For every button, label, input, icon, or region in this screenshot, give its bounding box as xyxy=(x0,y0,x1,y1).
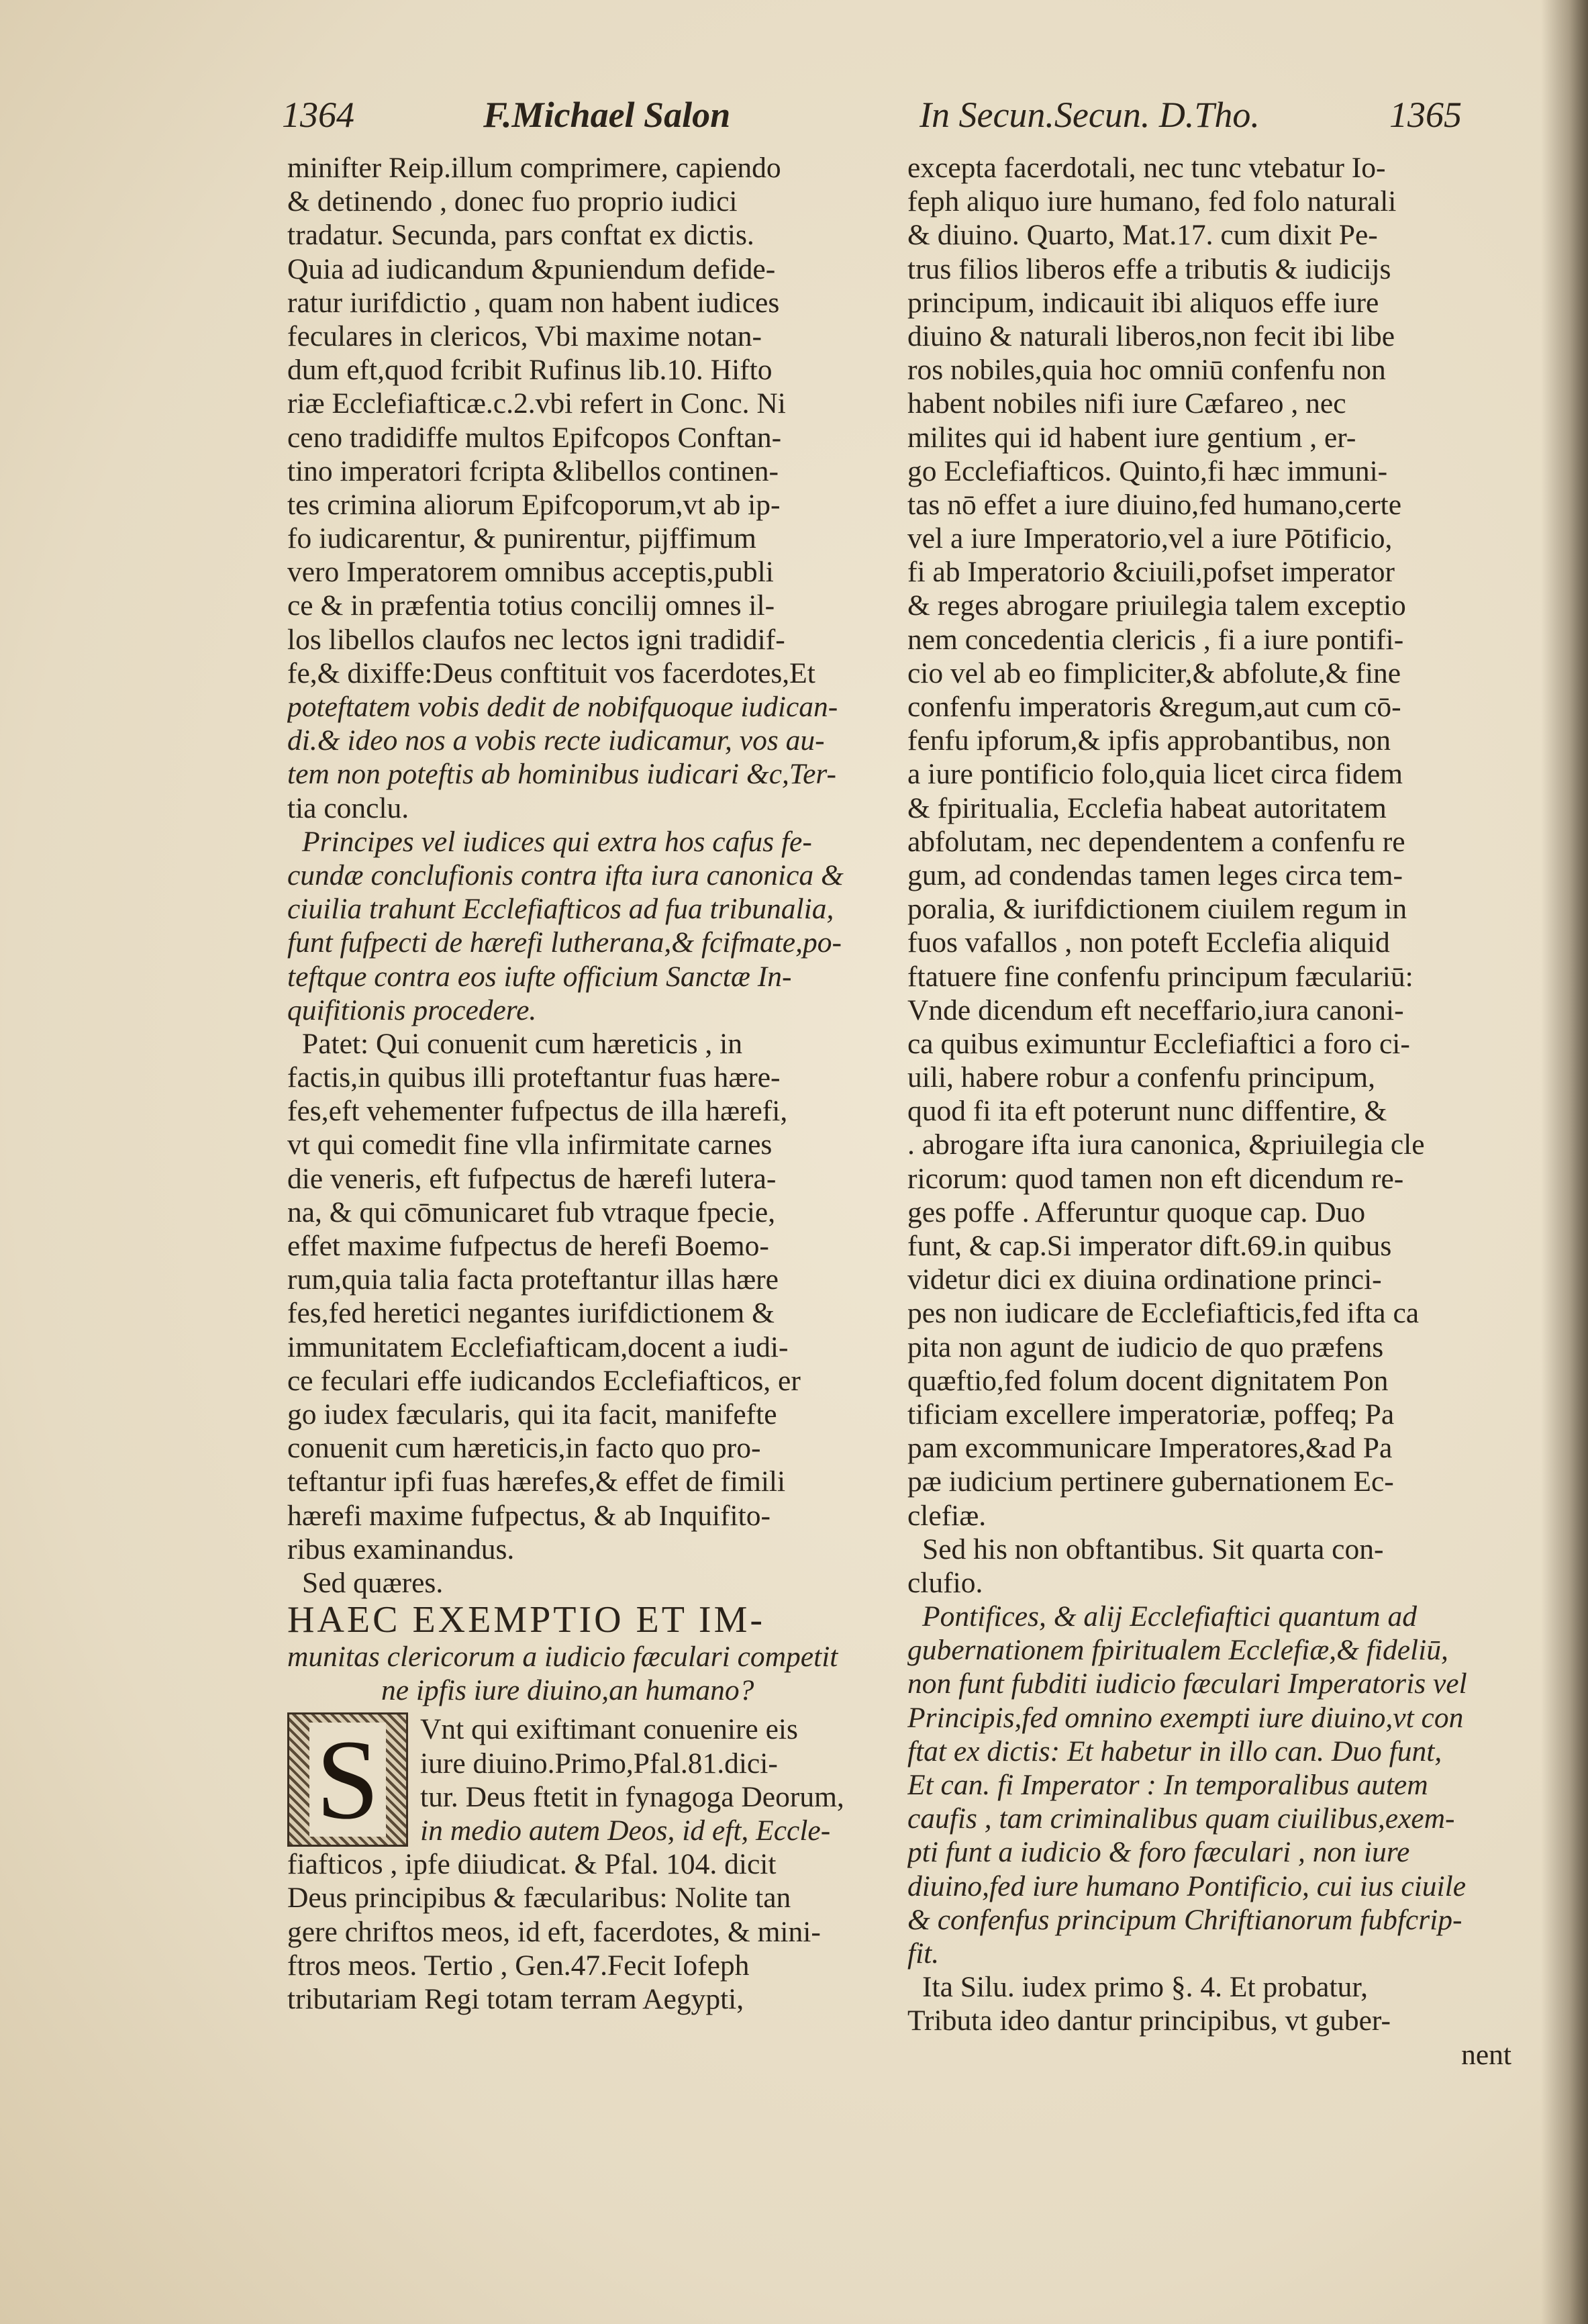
right-running-head: In Secun.Secun. D.Tho. xyxy=(920,95,1260,135)
text-line: quod fi ita eft poterunt nunc diffentire, & xyxy=(907,1095,1387,1128)
catchword: nent xyxy=(1461,2038,1511,2071)
left-page-number: 1364 xyxy=(282,95,354,135)
text-line: diuino & naturali liberos,non fecit ibi libe xyxy=(907,320,1395,352)
text-line: habent nobiles nifi iure Cæfareo , nec xyxy=(907,387,1346,420)
text-line: rum,quia talia facta proteftantur illas hære xyxy=(287,1263,779,1296)
text-line: & detinendo , donec fuo proprio iudici xyxy=(287,185,738,218)
text-line: Quia ad iudicandum &puniendum defide- xyxy=(287,252,776,285)
section-heading-block xyxy=(287,1600,891,1707)
text-line: hærefi maxime fufpectus, & ab Inquifito- xyxy=(287,1499,771,1532)
text-line: ges poffe . Afferuntur quoque cap. Duo xyxy=(907,1196,1366,1228)
text-line: fi ab Imperatorio &ciuili,pofset imperator xyxy=(907,556,1395,589)
text-line: milites qui id habent iure gentium , er- xyxy=(907,421,1356,454)
text-line: pam excommunicare Imperatores,&ad Pa xyxy=(907,1432,1393,1465)
text-line: riæ Ecclefiafticæ.c.2.vbi refert in Conc. Ni xyxy=(287,387,786,420)
text-line: go Ecclefiafticos. Quinto,fi hæc immuni- xyxy=(907,454,1388,487)
text-line: pti funt a iudicio & foro fæculari , non iure xyxy=(907,1836,1410,1869)
text-line: gum, ad condendas tamen leges circa tem- xyxy=(907,859,1403,891)
right-text-column xyxy=(907,151,1511,2072)
text-line: ce & in præfentia totius concilij omnes il- xyxy=(287,589,775,622)
text-line: . abrogare ifta iura canonica, &priuilegia cle xyxy=(907,1128,1425,1161)
section-subheading-line: ne ipfis iure diuino,an humano? xyxy=(381,1674,754,1707)
text-line: nem concedentia clericis , fi a iure pontifi- xyxy=(907,623,1404,656)
text-line: & diuino. Quarto, Mat.17. cum dixit Pe- xyxy=(907,219,1378,252)
section-heading: HAEC EXEMPTIO ET IM- xyxy=(287,1600,766,1641)
text-line: cio vel ab eo fimpliciter,& abfolute,& fine xyxy=(907,657,1401,689)
text-line: effet maxime fufpectus de herefi Boemo- xyxy=(287,1230,769,1262)
text-line: poteftatem vobis dedit de nobifquoque iudican- xyxy=(287,691,838,723)
text-line: ceno tradidiffe multos Epifcopos Conftan- xyxy=(287,421,782,454)
text-line: gubernationem fpiritualem Ecclefiæ,& fideliū, xyxy=(907,1634,1448,1667)
text-line: teftantur ipfi fuas hærefes,& effet de fimili xyxy=(287,1465,786,1498)
text-line: teftque contra eos iufte officium Sanctæ In- xyxy=(287,960,792,993)
text-line: feculares in clericos, Vbi maxime notan- xyxy=(287,320,762,352)
text-line: fes,fed heretici negantes iurifdictionem & xyxy=(287,1297,775,1330)
left-paragraph-c xyxy=(287,1847,891,2016)
text-line: immunitatem Ecclefiafticam,docent a iudi- xyxy=(287,1330,789,1363)
text-line: videtur dici ex diuina ordinatione princi- xyxy=(907,1263,1382,1296)
right-paragraph-b xyxy=(907,1970,1511,2072)
text-line: ca quibus eximuntur Ecclefiaftici a foro ci- xyxy=(907,1027,1410,1060)
text-line: uili, habere robur a confenfu principum, xyxy=(907,1061,1375,1094)
text-line: abfolutam, nec dependentem a confenfu re xyxy=(907,825,1405,858)
text-line: tes crimina aliorum Epifcoporum,vt ab ip- xyxy=(287,488,781,521)
text-line: ribus examinandus. xyxy=(287,1533,515,1565)
text-line: tur. Deus ftetit in fynagoga Deorum, xyxy=(420,1780,844,1813)
text-line: Ita Silu. iudex primo §. 4. Et probatur, xyxy=(922,1971,1368,2004)
text-line: di.& ideo nos a vobis recte iudicamur, vos au- xyxy=(287,724,825,757)
text-line: tributariam Regi totam terram Aegypti, xyxy=(287,1982,744,2015)
text-line: Vnde dicendum eft neceffario,iura canoni- xyxy=(907,994,1404,1026)
running-header xyxy=(282,94,1510,148)
book-spine-shadow xyxy=(1541,0,1588,2324)
text-line: dum eft,quod fcribit Rufinus lib.10. Hifto xyxy=(287,354,773,387)
text-line: tino imperatori fcripta &libellos continen- xyxy=(287,454,779,487)
text-line: & fpiritualia, Ecclefia habeat autoritatem xyxy=(907,791,1387,824)
text-line: funt, & cap.Si imperator dift.69.in quibus xyxy=(907,1230,1392,1262)
left-italic-conclusion xyxy=(287,825,891,1027)
left-paragraph-a xyxy=(287,151,891,825)
text-line: diuino,fed iure humano Pontificio, cui ius ciuile xyxy=(907,1870,1467,1902)
text-line: factis,in quibus illi proteftantur fuas hære- xyxy=(287,1061,781,1094)
text-line: vero Imperatorem omnibus acceptis,publi xyxy=(287,556,774,589)
text-line: in medio autem Deos, id eft, Eccle- xyxy=(420,1814,831,1847)
text-line: fo iudicarentur, & punirentur, pijffimum xyxy=(287,522,756,555)
text-line: a iure pontificio folo,quia licet circa fidem xyxy=(907,758,1403,791)
text-line: & reges abrogare priuilegia talem exceptio xyxy=(907,589,1406,622)
text-line: confenfu imperatoris &regum,aut cum cō- xyxy=(907,691,1401,723)
text-line: los libellos claufos nec lectos igni tradidif- xyxy=(287,623,785,656)
text-line: feph aliquo iure humano, fed folo naturali xyxy=(907,185,1397,218)
text-line: go iudex fæcularis, qui ita facit, manifefte xyxy=(287,1398,777,1431)
text-line: tem non poteftis ab hominibus iudicari &c,Ter- xyxy=(287,758,836,791)
text-line: Vnt qui exiftimant conuenire eis xyxy=(420,1713,798,1746)
text-line: pæ iudicium pertinere gubernationem Ec- xyxy=(907,1465,1394,1498)
right-italic-conclusion xyxy=(907,1600,1511,1970)
decorated-initial xyxy=(287,1712,408,1847)
text-line: na, & qui cōmunicaret fub vtraque fpecie, xyxy=(287,1196,776,1228)
text-line: ftros meos. Tertio , Gen.47.Fecit Iofeph xyxy=(287,1949,750,1982)
text-line: caufis , tam criminalibus quam ciuilibus,exem- xyxy=(907,1802,1455,1835)
text-line: conuenit cum hæreticis,in facto quo pro- xyxy=(287,1432,761,1465)
right-page-number: 1365 xyxy=(1389,95,1462,135)
text-line: fes,eft vehementer fufpectus de illa hærefi, xyxy=(287,1095,788,1128)
text-line: & confenfus principum Chriftianorum fubfcrip- xyxy=(907,1903,1462,1936)
text-line: tas nō effet a iure diuino,fed humano,certe xyxy=(907,488,1401,521)
text-line: Sed quæres. xyxy=(302,1566,444,1599)
text-line: fiafticos , ipfe diiudicat. & Pfal. 104. dicit xyxy=(287,1848,777,1881)
text-line: principum, indicauit ibi aliquos effe iure xyxy=(907,286,1379,319)
text-line: vt qui comedit fine vlla infirmitate carnes xyxy=(287,1128,773,1161)
text-line: excepta facerdotali, nec tunc vtebatur Io- xyxy=(907,152,1386,184)
section-subheading-line: munitas clericorum a iudicio fæculari competit xyxy=(287,1641,838,1674)
text-line: Et can. fi Imperator : In temporalibus autem xyxy=(907,1769,1428,1801)
text-line: ce feculari effe iudicandos Ecclefiafticos, er xyxy=(287,1364,801,1397)
text-line: tia conclu. xyxy=(287,791,409,824)
left-paragraph-b xyxy=(287,1027,891,1600)
text-line: Patet: Qui conuenit cum hæreticis , in xyxy=(302,1027,743,1060)
text-line: iure diuino.Primo,Pfal.81.dici- xyxy=(420,1747,778,1780)
text-line: poralia, & iurifdictionem ciuilem regum in xyxy=(907,893,1407,926)
text-line: pita non agunt de iudicio de quo præfens xyxy=(907,1330,1384,1363)
text-line: ciuilia trahunt Ecclefiafticos ad fua tribunalia, xyxy=(287,893,834,926)
text-line: ratur iurifdictio , quam non habent iudices xyxy=(287,286,780,319)
text-line: Principes vel iudices qui extra hos cafus fe- xyxy=(302,825,812,858)
text-line: clefiæ. xyxy=(907,1499,987,1532)
text-line: minifter Reip.illum comprimere, capiendo xyxy=(287,152,781,184)
text-line: tificiam excellere imperatoriæ, poffeq; Pa xyxy=(907,1398,1395,1431)
text-line: Principis,fed omnino exempti iure diuino,vt con xyxy=(907,1701,1464,1734)
text-line: cundæ conclufionis contra ifta iura canonica & xyxy=(287,859,844,891)
text-line: Pontifices, & alij Ecclefiaftici quantum ad xyxy=(922,1600,1417,1633)
text-line: tradatur. Secunda, pars conftat ex dictis. xyxy=(287,219,754,252)
text-line: Tributa ideo dantur principibus, vt guber- xyxy=(907,2004,1391,2037)
text-line: quifitionis procedere. xyxy=(287,994,537,1026)
dropcap-paragraph xyxy=(287,1712,891,1847)
text-line: ros nobiles,quia hoc omniū confenfu non xyxy=(907,354,1386,387)
text-line: fenfu ipforum,& ipfis approbantibus, non xyxy=(907,724,1391,757)
dropcap-lines xyxy=(420,1712,891,1847)
text-line: quæftio,fed folum docent dignitatem Pon xyxy=(907,1364,1389,1397)
text-line: fe,& dixiffe:Deus conftituit vos facerdotes,Et xyxy=(287,657,815,689)
text-line: clufio. xyxy=(907,1566,983,1599)
text-line: ftat ex dictis: Et habetur in illo can. Duo funt, xyxy=(907,1735,1442,1768)
text-line: Sed his non obftantibus. Sit quarta con- xyxy=(922,1533,1384,1565)
text-line: funt fufpecti de hærefi lutherana,& fcifmate,po- xyxy=(287,926,842,959)
left-text-column xyxy=(287,151,891,2016)
text-line: fuos vafallos , non poteft Ecclefia aliquid xyxy=(907,926,1390,959)
text-line: pes non iudicare de Ecclefiafticis,fed ifta ca xyxy=(907,1297,1420,1330)
text-line: die veneris, eft fufpectus de hærefi lutera- xyxy=(287,1162,777,1195)
text-line: trus filios liberos effe a tributis & iudicijs xyxy=(907,252,1391,285)
right-paragraph-a xyxy=(907,151,1511,1600)
text-line: gere chriftos meos, id eft, facerdotes, & mini- xyxy=(287,1915,821,1948)
text-line: fit. xyxy=(907,1937,940,1970)
left-running-head: F.Michael Salon xyxy=(483,95,731,135)
text-line: non funt fubditi iudicio fæculari Imperatoris vel xyxy=(907,1667,1467,1700)
text-line: Deus principibus & fæcularibus: Nolite tan xyxy=(287,1882,791,1915)
text-line: ftatuere fine confenfu principum fæculariū: xyxy=(907,960,1413,993)
text-line: vel a iure Imperatorio,vel a iure Pōtificio, xyxy=(907,522,1393,555)
drop-cap-letter: S xyxy=(309,1723,387,1837)
text-line: ricorum: quod tamen non eft dicendum re- xyxy=(907,1162,1404,1195)
